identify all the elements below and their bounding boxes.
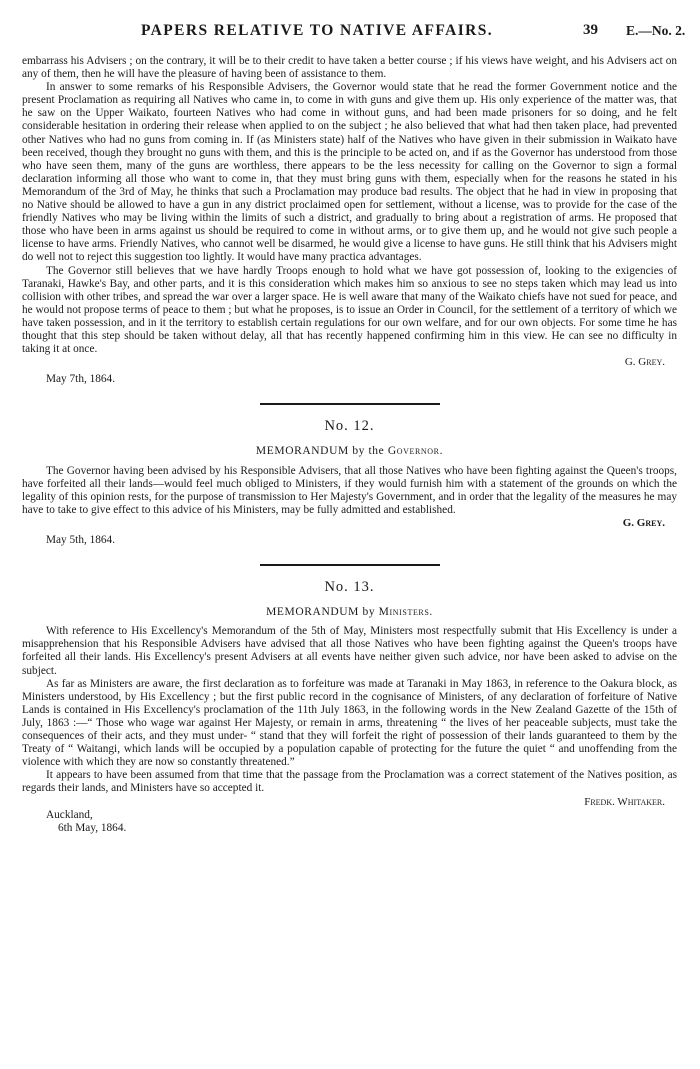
page-header [0,22,700,42]
paragraph: embarrass his Advisers ; on the contrary, it will be to their credit to have taken a better course ; if his views have weight, and his Advisers act on any of them, then he will have the pleasure of having been of assistance to them. [22,55,677,81]
paragraph: The Governor having been advised by his Responsible Advisers, that all those Natives who have been fighting against the Queen's troops, have forfeited all their lands—would feel much obliged to Ministers, if they would furnish him with a statement of the grounds on which the legality of this opinion rests, for the purpose of transmission to Her Majesty's Government, and in order that the legality of the measures he may have to take to give effect to this advice of his Ministers, may be fully admitted and established. [22,464,677,516]
series-reference: E.—No. 2. [626,23,686,38]
section-divider [260,403,440,405]
date-line: May 5th, 1864. [46,534,116,546]
heading-by: by the [352,445,385,458]
paragraph: It appears to have been assumed from that time that the passage from the Proclamation was a correct statement of the Natives position, as regards their lands, and Ministers have so accepted it. [22,769,677,795]
paragraph: In answer to some remarks of his Responsible Advisers, the Governor would state that he read the former Government notice and the present Proclamation as requiring all Natives who came in, to come in with guns and give them up. His only experience of the matter was, that he saw on the Upper Waikato, fourteen Natives who had come in without guns, and had been made prisoners for so doing, and he felt considerable hesitation in ordering their release when applied to on the subject ; he also believed that what had then taken place, had prevented other Natives who had no guns from coming in. If (as Ministers state) half of the Natives who have given in their submission in Waikato have been received, though they brought no guns with them, and this is the principle to be acted on, and if as the Governor has understood from those who have seen them, many of the guns are worthless, there appears to be the less necessity for calling on the Governor to sign a formal declaration informing all those who want to come in, that they must bring guns with them, especially when for the reasons he stated in his Memorandum of the 3rd of May, he thinks that such a Proclamation may produce bad results. The object that he had in view in proposing that no Native should be allowed to have a gun in any district proclaimed open for settlement, without a license, was to provide for the case of the friendly Natives who may be living within the limits of such a district, and gradually to bring about a registration of arms. He proposed that those who have been in arms against us should be required to come in without arms, or to give them up, and he would not give such people a license to have arms. Friendly Natives, who cannot well be disarmed, he would give a license to have guns. He still think that his Advisers might do well not to reject this suggestion too lightly. It would have many practica advantages. [22,81,677,264]
document-heading [22,445,677,458]
signature: G. Grey. [624,356,665,369]
memorandum-continued [22,55,677,386]
document-number: No. 13. [324,579,375,596]
memorandum-no-12 [22,420,677,547]
heading-author: Governor. [387,445,444,458]
paragraph: The Governor still believes that we have hardly Troops enough to hold what we have got possession of, looking to the exigencies of Taranaki, Hawke's Bay, and other parts, and it is this consideration which makes him so anxious to see no steps taken which may lead us into collision with other tribes, and spread the war over a larger space. He is well aware that many of the Waikato chiefs have not sued for peace, and he would not propose terms of peace to them ; but what he proposes, is to issue an Order in Council, for the settlement of a territory of which we have taken possession, and in it the territory to establish certain regulations for our own welfare, and for our own objects. For some time he has thought that this step should be taken without delay, all that has recently happened confirming him in this view. He can see no difficulty in taking it at once. [22,264,677,356]
document-body [22,55,677,835]
paragraph: As far as Ministers are aware, the first declaration as to forfeiture was made at Taranaki in May 1863, in reference to the Oakura block, as Ministers understood, by His Excellency ; but the first public record in the cognisance of Ministers, of any declaration of forfeiture of Native Lands is contained in His Excellency's proclamation of the 11th July 1863, in the following words in the New Zealand Gazette of the 15th of July, 1863 :—“ Those who wage war against Her Majesty, or remain in arms, threatening “ the lives of her peaceable subjects, must take the consequences of their acts, and they must under- “ stand that they will forfeit the right of possession of their lands guaranteed to them by the Treaty of “ Waitangi, which lands will be occupied by a population capable of protecting for the future the quiet “ and unoffending from the violence with which they are now so constantly threatened.” [22,677,677,769]
signature: G. Grey. [622,516,665,529]
heading-by: by [362,606,376,619]
document-heading [22,606,677,619]
date-line: 6th May, 1864. [58,821,127,834]
running-title: PAPERS RELATIVE TO NATIVE AFFAIRS. [140,22,494,39]
section-divider [260,564,440,566]
document-number: No. 12. [324,418,375,435]
heading-main: MEMORANDUM [266,606,359,619]
heading-main: MEMORANDUM [255,445,349,458]
date-line: May 7th, 1864. [46,373,116,386]
memorandum-no-13 [22,581,677,835]
place-line: Auckland, [46,808,93,821]
paragraph: With reference to His Excellency's Memorandum of the 5th of May, Ministers most respectfully submit that His Excellency is under a misapprehension that his Responsible Advisers have advised that all those Natives who have been fighting against the Queen's troops have forfeited all their lands. His Excellency's present Advisers at all events have neither given such advice, nor have been asked to advise on the subject. [22,625,677,677]
page-number: 39 [583,22,598,38]
heading-author: Ministers. [378,606,433,619]
signature: Fredk. Whitaker. [584,795,665,808]
